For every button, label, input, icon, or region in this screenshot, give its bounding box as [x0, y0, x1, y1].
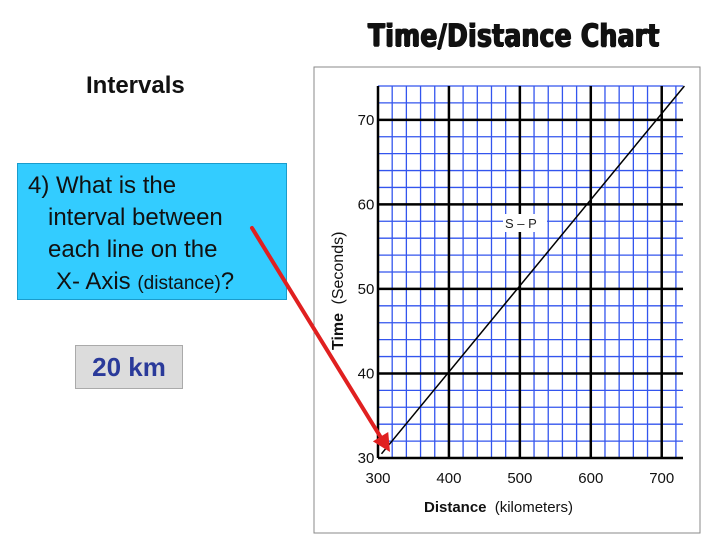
answer-box: 20 km [75, 345, 183, 389]
chart-title: Time/Distance Chart [368, 18, 660, 54]
x-tick-label: 300 [365, 470, 391, 487]
y-axis-label-bold: Time [330, 312, 347, 350]
x-axis-label-bold: Distance [424, 499, 487, 516]
y-axis-label [330, 232, 347, 350]
slide-heading: Intervals [86, 72, 185, 99]
y-tick-label: 60 [357, 196, 375, 214]
question-line-1: 4) What is the [28, 172, 177, 199]
question-line-3: each line on the [48, 236, 218, 263]
question-mark: ? [220, 268, 235, 295]
x-tick-label: 600 [578, 470, 604, 487]
x-tick-label: 500 [507, 470, 533, 487]
x-tick-label: 400 [436, 470, 462, 487]
y-tick-label: 40 [357, 365, 375, 383]
y-tick-label: 70 [357, 111, 375, 129]
x-tick-label: 700 [649, 470, 675, 487]
x-axis-label [424, 499, 573, 516]
y-axis-label-units: (Seconds) [330, 231, 347, 305]
y-tick-label: 50 [357, 280, 375, 298]
series-label-s-p: S – P [505, 216, 537, 231]
question-line-2: interval between [48, 204, 223, 231]
y-tick-label: 30 [357, 450, 375, 467]
question-axis-qualifier: (distance) [137, 273, 221, 294]
x-axis-label-units: (kilometers) [494, 499, 574, 516]
question-axis-text: X- Axis [56, 268, 138, 295]
